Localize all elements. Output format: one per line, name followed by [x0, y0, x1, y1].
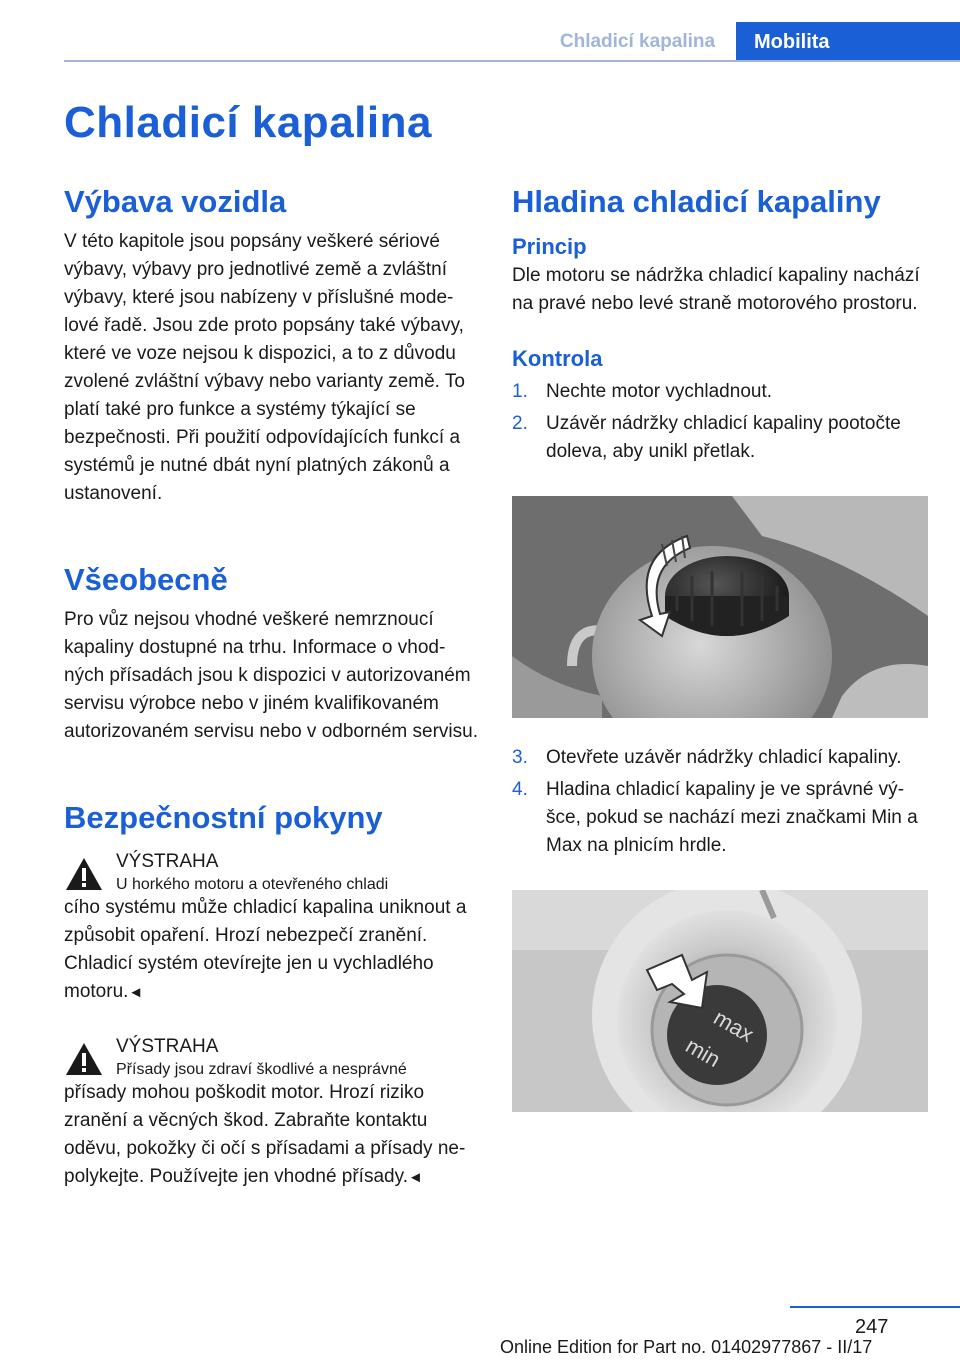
step-number: 2.: [512, 413, 528, 434]
reservoir-cap-photo: [512, 496, 928, 718]
page-title: Chladicí kapalina: [64, 98, 432, 147]
warning-block: [64, 848, 479, 1007]
min-mark-label: min: [681, 1032, 725, 1073]
warning-label: VÝSTRAHA: [116, 851, 219, 872]
right-column: [512, 180, 930, 1112]
header-section-label: Chladicí kapalina: [559, 31, 716, 52]
warning-text-first-line: U horkého motoru a otevřeného chladi: [116, 876, 389, 893]
list-item: [512, 744, 930, 772]
section-heading-coolant-level: Hladina chladicí kapaliny: [512, 184, 881, 219]
warning-text: přísady mohou poškodit motor. Hrozí riziko zranění a věcných škod. Zabraňte kontaktu oděvu, pokožky či očí s přísadami a přísady nepolykejte. Používejte jen vhodné přísady.: [64, 1082, 466, 1187]
warning-label: VÝSTRAHA: [116, 1036, 219, 1057]
principle-text: Dle motoru se nádržka chladicí kapaliny nachází na pravé nebo levé straně motorového prostoru.: [512, 265, 920, 314]
step-number: 3.: [512, 747, 528, 768]
warning-triangle-icon: [64, 1041, 104, 1077]
section-heading-equipment: Výbava vozidla: [64, 184, 287, 219]
section-text-general: Pro vůz nejsou vhodné veškeré nemrznoucí kapaliny dostupné na trhu. Informace o vhodných přísadách jsou k dispozici v autorizovaném servisu výrobce nebo v jiném kvalifikovaném autorizovaném servisu nebo v odborném servisu.: [64, 609, 478, 742]
end-mark-icon: ◄: [407, 1169, 423, 1186]
step-number: 4.: [512, 779, 528, 800]
warning-block: [64, 1033, 479, 1192]
end-mark-icon: ◄: [128, 984, 144, 1001]
warning-text-first-line: Přísady jsou zdraví škodlivé a nesprávné: [116, 1061, 407, 1078]
step-list: [512, 378, 930, 466]
subheading-check: Kontrola: [512, 346, 603, 371]
left-column: [64, 180, 479, 1192]
step-text: Hladina chladicí kapaliny je ve správné výšce, pokud se nachází mezi značkami Min a Max na plnicím hrdle.: [546, 779, 918, 856]
step-text: Uzávěr nádržky chladicí kapaliny pootočte doleva, aby unikl přetlak.: [546, 413, 901, 462]
warning-triangle-icon: [64, 856, 104, 892]
edition-footer: Online Edition for Part no. 01402977867 - II/17: [500, 1337, 873, 1357]
list-item: [512, 378, 930, 406]
page-number: 247: [855, 1316, 889, 1338]
section-heading-safety: Bezpečnostní pokyny: [64, 800, 383, 835]
section-text-equipment: V této kapitole jsou popsány veškeré sériové výbavy, výbavy pro jednotlivé země a zvláštní výbavy, které jsou nabízeny v příslušné modelové řadě. Jsou zde proto popsány také výbavy, které ve voze nejsou k dispozici, a to z důvodu zvolené zvláštní výbavy nebo varianty země. To platí také pro funkce a systémy týkající se bezpečnosti. Při použití odpovídajících funkcí a systémů je nutné dbát nyní platných zákonů a ustanovení.: [64, 231, 465, 504]
section-heading-general: Všeobecně: [64, 562, 228, 597]
step-text: Otevřete uzávěr nádržky chladicí kapaliny.: [546, 747, 902, 768]
footer-rule: [790, 1306, 960, 1308]
header-chapter-tab: Mobilita: [736, 22, 960, 62]
subheading-principle: Princip: [512, 234, 587, 259]
header-rule: [64, 60, 960, 62]
list-item: [512, 776, 930, 860]
step-number: 1.: [512, 381, 528, 402]
warning-text: cího systému může chladicí kapalina uniknout a způsobit opaření. Hrozí nebezpečí zranění. Chladicí systém otevírejte jen u vychladlého motoru.: [64, 897, 467, 1002]
max-mark-label: max: [709, 1004, 758, 1048]
step-list: [512, 744, 930, 860]
filler-neck-photo: [512, 890, 928, 1112]
step-text: Nechte motor vychladnout.: [546, 381, 773, 402]
list-item: [512, 410, 930, 466]
